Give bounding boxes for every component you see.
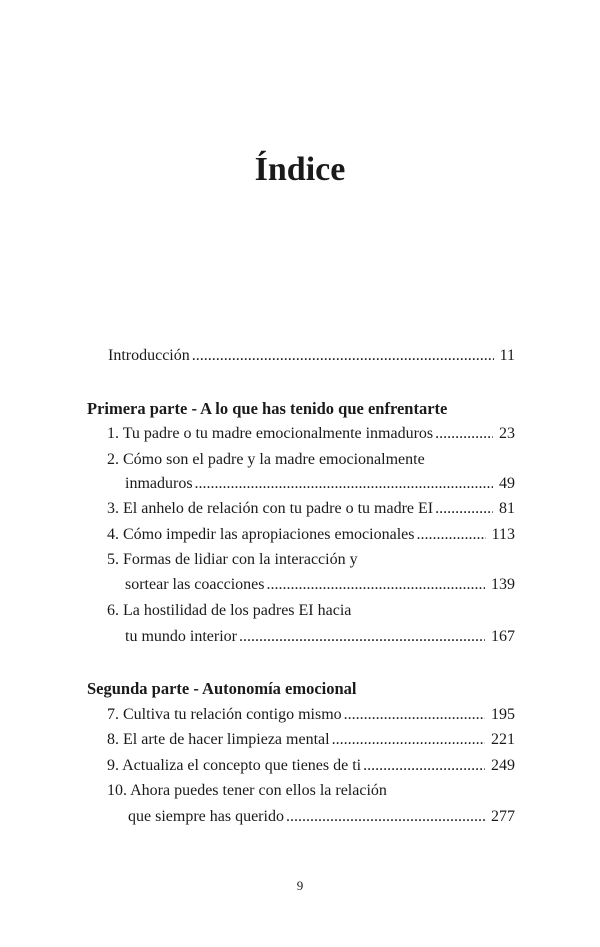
toc-entry-label: 1. Tu padre o tu madre emocionalmente inmaduros <box>107 425 434 442</box>
toc-entry-chapter-9[interactable] <box>107 755 515 777</box>
toc-entry-introduccion[interactable] <box>108 345 515 367</box>
part-heading-primera: Primera parte - A lo que has tenido que enfrentarte <box>87 399 448 418</box>
toc-entry-chapter-5-line1[interactable]: 5. Formas de lidiar con la interacción y <box>107 551 358 568</box>
toc-leader-dots <box>344 704 485 726</box>
toc-page-number: 139 <box>491 576 515 593</box>
toc-entry-chapter-10[interactable] <box>128 806 515 828</box>
toc-page-number: 113 <box>491 526 515 543</box>
toc-leader-dots <box>363 755 485 777</box>
toc-entry-chapter-5[interactable] <box>125 574 515 596</box>
toc-entry-chapter-6-line1[interactable]: 6. La hostilidad de los padres EI hacia <box>107 602 352 619</box>
page-number: 9 <box>296 878 304 893</box>
toc-page-number: 249 <box>491 757 515 774</box>
toc-leader-dots <box>195 473 493 495</box>
toc-entry-label: sortear las coacciones <box>125 576 265 593</box>
toc-entry-chapter-10-line1[interactable]: 10. Ahora puedes tener con ellos la relación <box>107 782 387 799</box>
toc-entry-chapter-1[interactable] <box>107 423 515 445</box>
toc-page-number: 167 <box>491 628 515 645</box>
toc-leader-dots <box>435 498 493 520</box>
toc-page-number: 221 <box>491 731 515 748</box>
toc-page-number: 11 <box>499 347 515 364</box>
toc-page-number: 23 <box>499 425 515 442</box>
toc-entry-chapter-2[interactable] <box>125 473 515 495</box>
toc-leader-dots <box>266 574 485 596</box>
part-heading-segunda: Segunda parte - Autonomía emocional <box>87 679 357 698</box>
toc-entry-label: 9. Actualiza el concepto que tienes de ti <box>107 757 362 774</box>
toc-entry-chapter-2-line1[interactable]: 2. Cómo son el padre y la madre emocionalmente <box>107 451 425 468</box>
toc-entry-label: 4. Cómo impedir las apropiaciones emocionales <box>107 526 415 543</box>
toc-entry-chapter-4[interactable] <box>107 524 515 546</box>
toc-leader-dots <box>192 345 494 367</box>
toc-leader-dots <box>332 729 485 751</box>
toc-entry-label: inmaduros <box>125 475 193 492</box>
toc-entry-label: que siempre has querido <box>128 808 284 825</box>
toc-entry-chapter-7[interactable] <box>107 704 515 726</box>
toc-entry-chapter-6[interactable] <box>125 626 515 648</box>
toc-entry-chapter-8[interactable] <box>107 729 515 751</box>
toc-page-number: 81 <box>499 500 515 517</box>
toc-page-number: 277 <box>491 808 515 825</box>
toc-leader-dots <box>239 626 485 648</box>
toc-leader-dots <box>416 524 485 546</box>
toc-leader-dots <box>286 806 485 828</box>
page-title: Índice <box>254 151 346 188</box>
toc-page-number: 195 <box>491 706 515 723</box>
toc-entry-label: Introducción <box>108 347 190 364</box>
toc-entry-chapter-3[interactable] <box>107 498 515 520</box>
toc-entry-label: 8. El arte de hacer limpieza mental <box>107 731 330 748</box>
toc-leader-dots <box>435 423 493 445</box>
toc-page-number: 49 <box>499 475 515 492</box>
toc-entry-label: 7. Cultiva tu relación contigo mismo <box>107 706 342 723</box>
toc-entry-label: tu mundo interior <box>125 628 237 645</box>
toc-entry-label: 3. El anhelo de relación con tu padre o tu madre EI <box>107 500 434 517</box>
